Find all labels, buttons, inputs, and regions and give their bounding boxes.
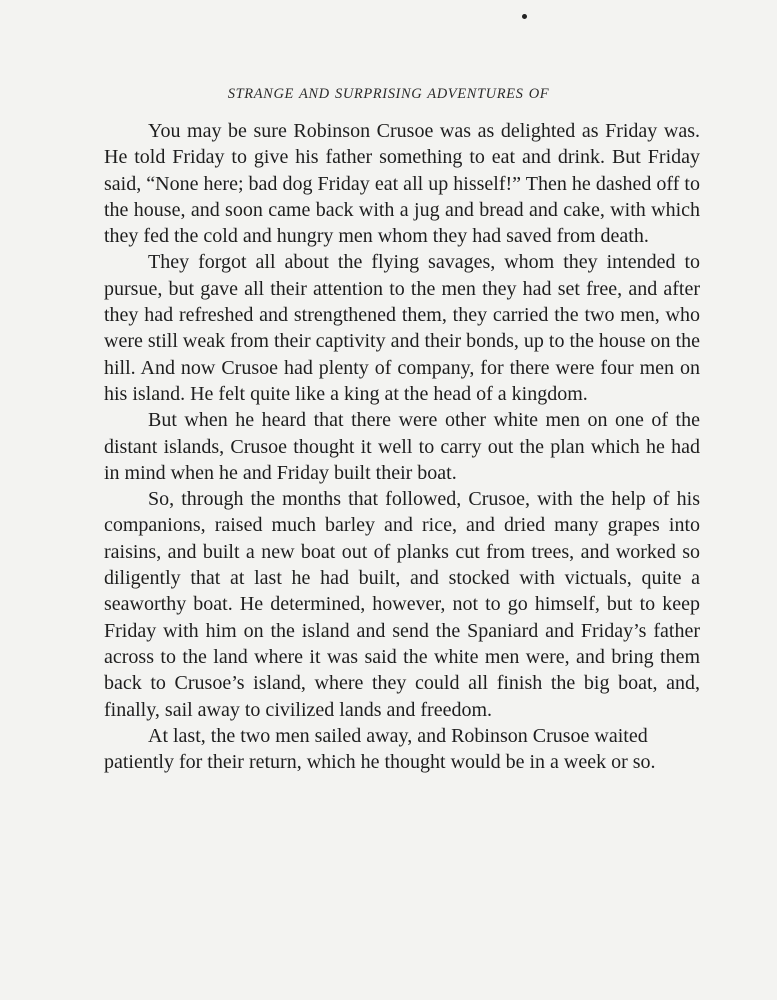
page-mark-dot <box>522 14 527 19</box>
running-head: STRANGE AND SURPRISING ADVENTURES OF <box>227 86 550 102</box>
paragraph-1: You may be sure Robinson Crusoe was as delighted as Friday was. He told Friday to give his father something to eat and drink. But Friday said, “None here; bad dog Friday eat all up hisself!” Then he dashed off to the house, and soon came back with a jug and bread and cake, with which they fed the cold and hungry men whom they had saved from death. <box>104 120 700 248</box>
paragraph-2: They forgot all about the flying savages, whom they intended to pursue, but gave all their attention to the men they had set free, and after they had refreshed and strengthened them, they carried the two men, who were still weak from their captivity and their bonds, up to the house on the hill. And now Crusoe had plenty of company, for there were four men on his island. He felt quite like a king at the head of a kingdom. <box>104 251 700 405</box>
paragraph-4: So, through the months that followed, Crusoe, with the help of his companions, raised much barley and rice, and dried many grapes into raisins, and built a new boat out of planks cut from trees, and worked so diligently that at last he had built, and stocked with victuals, quite a seaworthy boat. He determined, however, not to go himself, but to keep Friday with him on the island and send the Spaniard and Friday’s father across to the land where it was said the white men were, and bring them back to Crusoe’s island, where they could all finish the big boat, and, finally, sail away to civilized lands and freedom. <box>104 488 700 721</box>
paragraph-3: But when he heard that there were other white men on one of the distant islands, Crusoe thought it well to carry out the plan which he had in mind when he and Friday built their boat. <box>104 409 700 484</box>
body-text <box>104 118 700 775</box>
paragraph-5: At last, the two men sailed away, and Robinson Crusoe waited patiently for their return, which he thought would be in a week or so. <box>104 724 656 774</box>
